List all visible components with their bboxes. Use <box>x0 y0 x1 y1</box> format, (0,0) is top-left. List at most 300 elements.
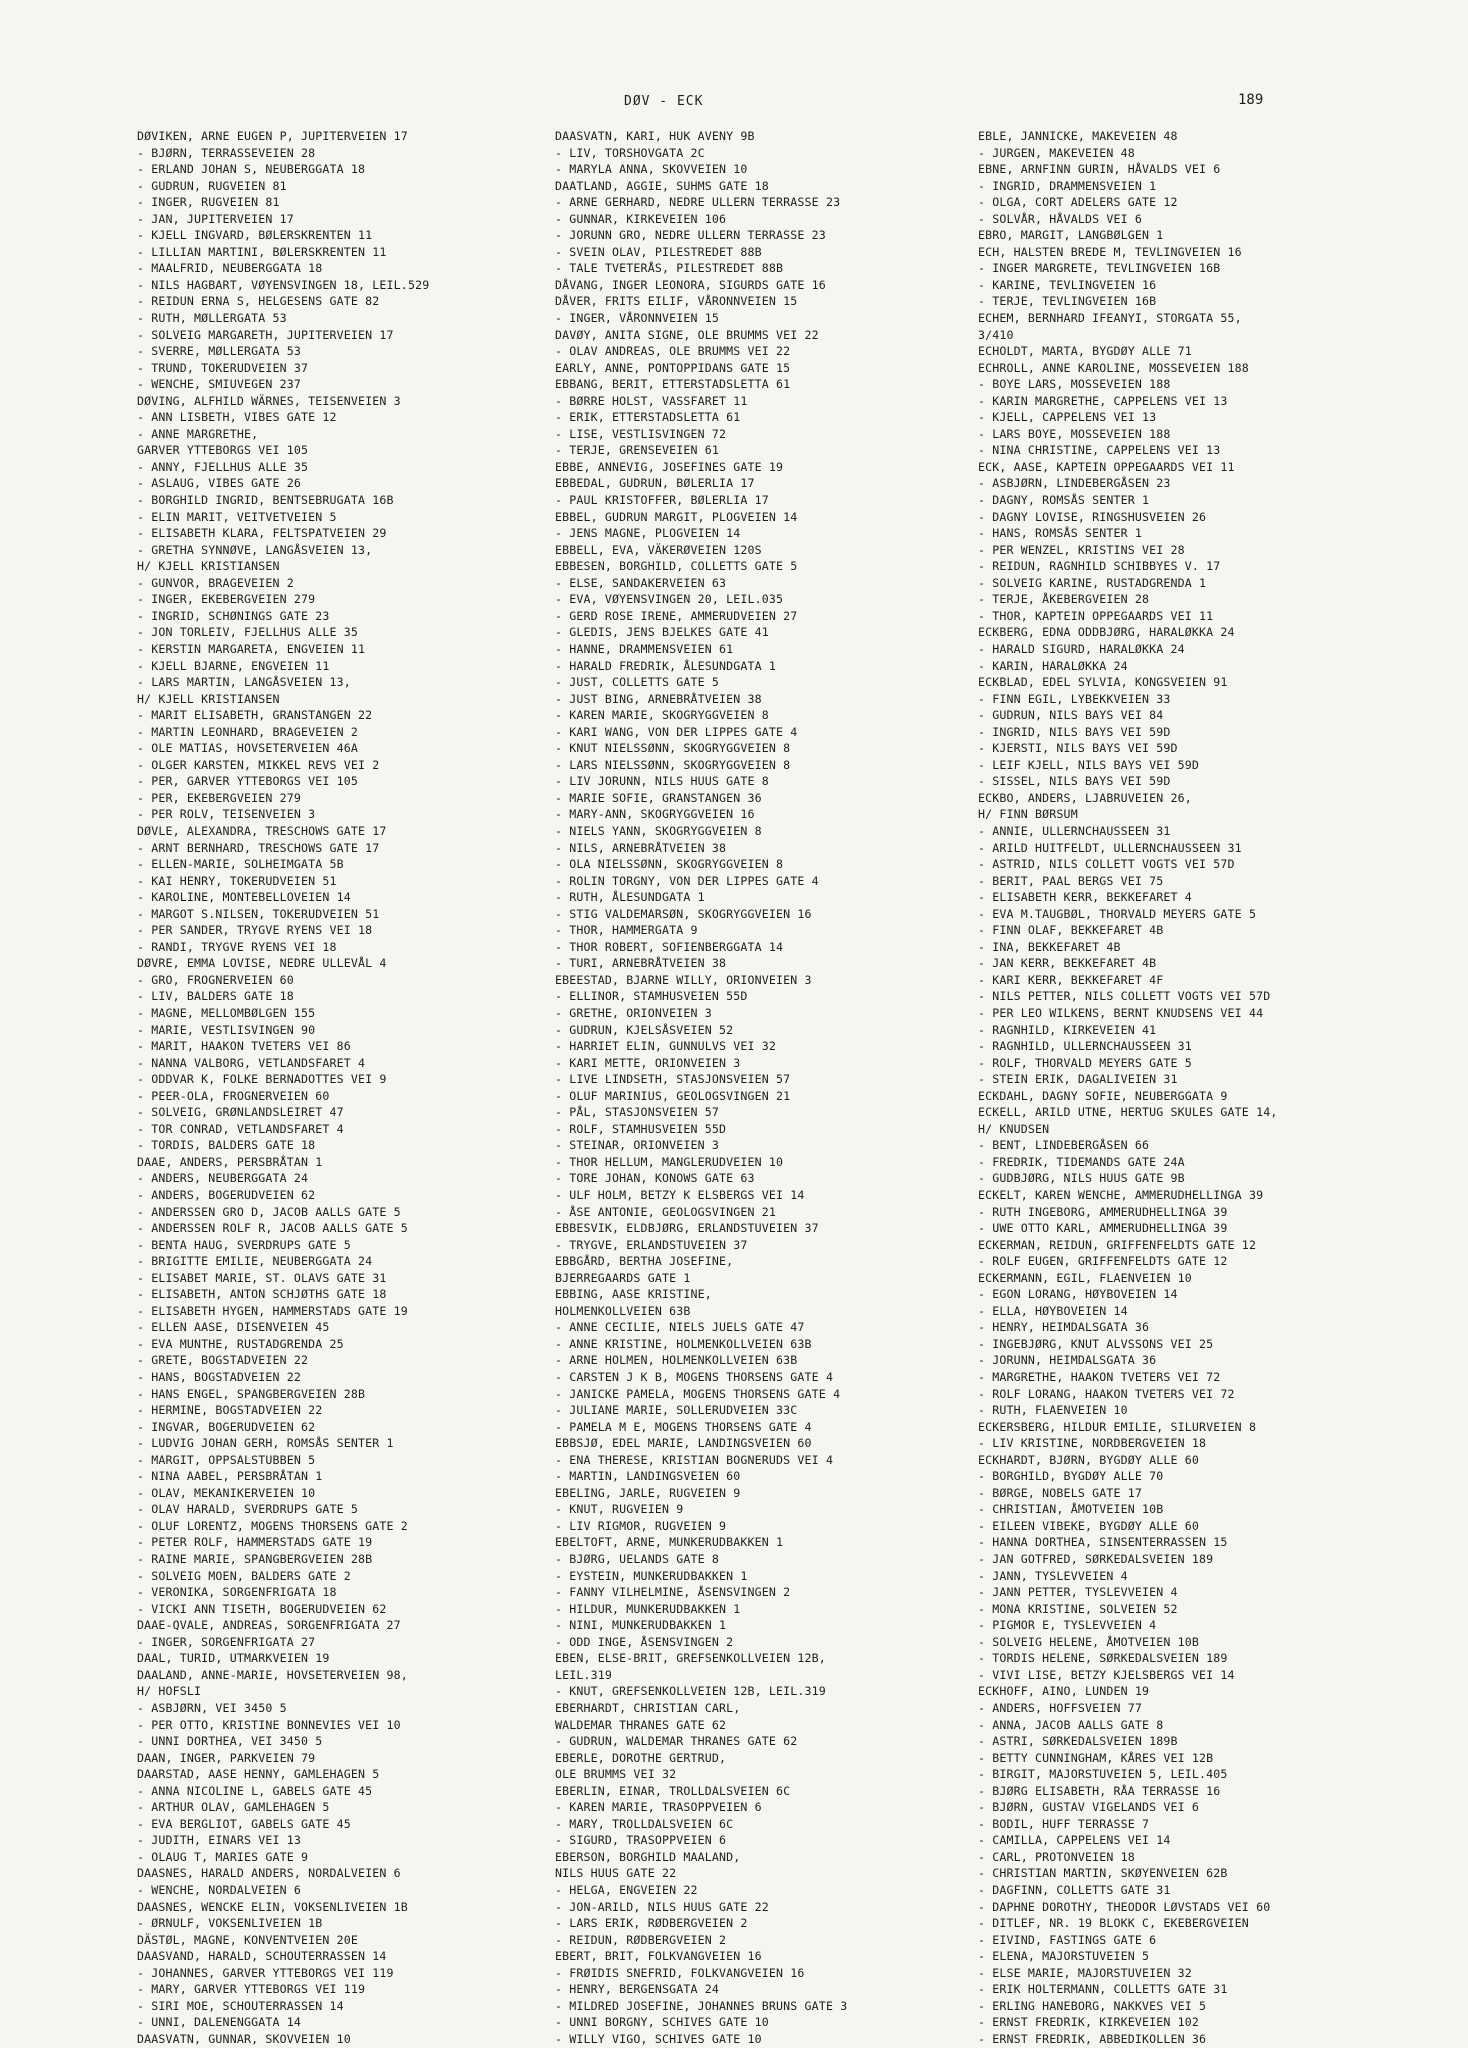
directory-entry: - LIV KRISTINE, NORDBERGVEIEN 18 <box>978 1436 1207 1451</box>
directory-entry: - KARI KERR, BEKKEFARET 4F <box>978 972 1164 987</box>
directory-entry: - PER SANDER, TRYGVE RYENS VEI 18 <box>137 923 373 938</box>
directory-entry: - HARRIET ELIN, GUNNULVS VEI 32 <box>555 1039 777 1054</box>
directory-entry: - BETTY CUNNINGHAM, KÅRES VEI 12B <box>978 1750 1214 1765</box>
directory-entry: - VERONIKA, SORGENFRIGATA 18 <box>137 1585 337 1600</box>
directory-entry: - JORUNN GRO, NEDRE ULLERN TERRASSE 23 <box>555 228 826 243</box>
directory-entry: DAASNES, HARALD ANDERS, NORDALVEIEN 6 <box>137 1866 401 1881</box>
directory-entry: - TRUND, TOKERUDVEIEN 37 <box>137 360 309 375</box>
directory-entry: DAVØY, ANITA SIGNE, OLE BRUMMS VEI 22 <box>555 327 819 342</box>
directory-entry: - HANS ENGEL, SPANGBERGVEIEN 28B <box>137 1386 366 1401</box>
directory-entry: - KJELL, CAPPELENS VEI 13 <box>978 410 1157 425</box>
directory-entry: - LARS BOYE, MOSSEVEIEN 188 <box>978 426 1171 441</box>
directory-entry: - FRØIDIS SNEFRID, FOLKVANGVEIEN 16 <box>555 1965 805 1980</box>
directory-entry: - PER WENZEL, KRISTINS VEI 28 <box>978 542 1185 557</box>
directory-entry: - FANNY VILHELMINE, ÅSENSVINGEN 2 <box>555 1585 791 1600</box>
directory-entry: - THOR, KAPTEIN OPPEGAARDS VEI 11 <box>978 608 1214 623</box>
directory-entry: - INGER, EKEBERGVEIEN 279 <box>137 592 316 607</box>
directory-entry: - BJØRG, UELANDS GATE 8 <box>555 1552 719 1567</box>
directory-entry: - HANS, ROMSÅS SENTER 1 <box>978 526 1142 541</box>
directory-entry: DØVIKEN, ARNE EUGEN P, JUPITERVEIEN 17 <box>137 129 408 143</box>
directory-entry: EBERLE, DOROTHE GERTRUD, <box>555 1750 727 1765</box>
directory-entry: H/ KJELL KRISTIANSEN <box>137 691 280 706</box>
directory-entry: - LIVE LINDSETH, STASJONSVEIEN 57 <box>555 1072 791 1087</box>
directory-entry: - MARY-ANN, SKOGRYGGVEIEN 16 <box>555 807 755 822</box>
directory-entry: DAASVATN, KARI, HUK AVENY 9B <box>555 129 755 143</box>
directory-entry: - ERLING HANEBORG, NAKKVES VEI 5 <box>978 1998 1207 2013</box>
directory-entry: GARVER YTTEBORGS VEI 105 <box>137 443 309 458</box>
directory-entry: - TORDIS HELENE, SØRKEDALSVEIEN 189 <box>978 1651 1228 1666</box>
directory-entry: ECKBLAD, EDEL SYLVIA, KONGSVEIEN 91 <box>978 675 1228 690</box>
directory-entry: LEIL.319 <box>555 1667 613 1682</box>
directory-entry: - SOLVEIG MOEN, BALDERS GATE 2 <box>137 1568 351 1583</box>
directory-entry: - EGON LORANG, HØYBOVEIEN 14 <box>978 1287 1178 1302</box>
directory-entry: - WENCHE, NORDALVEIEN 6 <box>137 1882 301 1897</box>
directory-entry: - LUDVIG JOHAN GERH, ROMSÅS SENTER 1 <box>137 1436 394 1451</box>
directory-entry: - SIGURD, TRASOPPVEIEN 6 <box>555 1833 727 1848</box>
directory-entry: - ANN LISBETH, VIBES GATE 12 <box>137 410 337 425</box>
directory-entry: - DAGFINN, COLLETTS GATE 31 <box>978 1882 1171 1897</box>
directory-entry: - BORGHILD, BYGDØY ALLE 70 <box>978 1469 1164 1484</box>
directory-entry: - HERMINE, BOGSTADVEIEN 22 <box>137 1403 323 1418</box>
directory-entry: - ANDERS, NEUBERGGATA 24 <box>137 1171 309 1186</box>
directory-entry: - RANDI, TRYGVE RYENS VEI 18 <box>137 939 337 954</box>
directory-entry: - THOR ROBERT, SOFIENBERGGATA 14 <box>555 939 784 954</box>
directory-entry: - MAALFRID, NEUBERGGATA 18 <box>137 261 323 276</box>
directory-entry: - ANNE MARGRETHE, <box>137 426 259 441</box>
directory-entry: - RUTH, MØLLERGATA 53 <box>137 311 287 326</box>
directory-entry: - ODDVAR K, FOLKE BERNADOTTES VEI 9 <box>137 1072 387 1087</box>
directory-entry: - OLAUG T, MARIES GATE 9 <box>137 1849 309 1864</box>
directory-entry: - LIV RIGMOR, RUGVEIEN 9 <box>555 1518 727 1533</box>
directory-entry: - ASTRI, SØRKEDALSVEIEN 189B <box>978 1734 1178 1749</box>
directory-entry: - BENT, LINDEBERGÅSEN 66 <box>978 1138 1150 1153</box>
directory-entry: - GRETHE, ORIONVEIEN 3 <box>555 1005 712 1020</box>
directory-entry: - RUTH INGEBORG, AMMERUDHELLINGA 39 <box>978 1204 1228 1219</box>
directory-entry: - TERJE, TEVLINGVEIEN 16B <box>978 294 1157 309</box>
directory-entry: - EVA, VØYENSVINGEN 20, LEIL.035 <box>555 592 784 607</box>
directory-entry: - ODD INGE, ÅSENSVINGEN 2 <box>555 1634 734 1649</box>
directory-entry: - ANNA NICOLINE L, GABELS GATE 45 <box>137 1783 373 1798</box>
directory-entry: DAAL, TURID, UTMARKVEIEN 19 <box>137 1651 330 1666</box>
column-2 <box>555 128 975 2047</box>
directory-entry: - ARNT BERNHARD, TRESCHOWS GATE 17 <box>137 840 380 855</box>
directory-entry: - INGRID, SCHØNINGS GATE 23 <box>137 608 330 623</box>
directory-entry: - BORGHILD INGRID, BENTSEBRUGATA 16B <box>137 493 394 508</box>
directory-entry: - PER OTTO, KRISTINE BONNEVIES VEI 10 <box>137 1717 401 1732</box>
directory-entry: ECK, AASE, KAPTEIN OPPEGAARDS VEI 11 <box>978 459 1235 474</box>
directory-entry: ECKHARDT, BJØRN, BYGDØY ALLE 60 <box>978 1452 1200 1467</box>
directory-entry: - KARIN MARGRETHE, CAPPELENS VEI 13 <box>978 393 1228 408</box>
directory-entry: - GUNNAR, KIRKEVEIEN 106 <box>555 211 727 226</box>
directory-entry: - JENS MAGNE, PLOGVEIEN 14 <box>555 526 741 541</box>
directory-entry: - HELGA, ENGVEIEN 22 <box>555 1882 698 1897</box>
directory-entry: DÅVANG, INGER LEONORA, SIGURDS GATE 16 <box>555 277 826 292</box>
directory-entry: - ÅSE ANTONIE, GEOLOGSVINGEN 21 <box>555 1204 777 1219</box>
directory-entry: - JOHANNES, GARVER YTTEBORGS VEI 119 <box>137 1965 394 1980</box>
directory-entry: ECKELT, KAREN WENCHE, AMMERUDHELLINGA 39 <box>978 1188 1264 1202</box>
directory-entry: - ENA THERESE, KRISTIAN BOGNERUDS VEI 4 <box>555 1452 834 1467</box>
directory-entry: - MAGNE, MELLOMBØLGEN 155 <box>137 1005 316 1020</box>
directory-entry: - MILDRED JOSEFINE, JOHANNES BRUNS GATE 3 <box>555 1998 848 2013</box>
directory-entry: - CHRISTIAN, ÅMOTVEIEN 10B <box>978 1502 1164 1517</box>
directory-entry: - GRO, FROGNERVEIEN 60 <box>137 972 294 987</box>
directory-entry: - ELIN MARIT, VEITVETVEIEN 5 <box>137 509 337 524</box>
directory-entry: H/ KJELL KRISTIANSEN <box>137 559 280 574</box>
directory-entry: - LARS NIELSSØNN, SKOGRYGGVEIEN 8 <box>555 757 791 772</box>
directory-entry: - ROLF, STAMHUSVEIEN 55D <box>555 1121 727 1136</box>
directory-entry: - EIVIND, FASTINGS GATE 6 <box>978 1932 1157 1947</box>
directory-entry: - LIV, TORSHOVGATA 2C <box>555 145 705 160</box>
directory-entry: - THOR HELLUM, MANGLERUDVEIEN 10 <box>555 1154 784 1169</box>
directory-entry: - HILDUR, MUNKERUDBAKKEN 1 <box>555 1601 741 1616</box>
directory-entry: - ASTRID, NILS COLLETT VOGTS VEI 57D <box>978 857 1235 872</box>
directory-entry: EBEN, ELSE-BRIT, GREFSENKOLLVEIEN 12B, <box>555 1651 826 1666</box>
directory-entry: - PAMELA M E, MOGENS THORSENS GATE 4 <box>555 1419 812 1434</box>
directory-entry: - GUDRUN, NILS BAYS VEI 84 <box>978 708 1164 723</box>
directory-entry: - KERSTIN MARGARETA, ENGVEIEN 11 <box>137 641 366 656</box>
directory-entry: - PER ROLV, TEISENVEIEN 3 <box>137 807 316 822</box>
directory-entry: - REIDUN, RAGNHILD SCHIBBYES V. 17 <box>978 559 1221 574</box>
directory-entry: - BJØRN, TERRASSEVEIEN 28 <box>137 145 316 160</box>
directory-entry: ECHEM, BERNHARD IFEANYI, STORGATA 55, <box>978 311 1242 326</box>
directory-entry: - INA, BEKKEFARET 4B <box>978 939 1121 954</box>
directory-entry: - KAREN MARIE, SKOGRYGGVEIEN 8 <box>555 708 769 723</box>
directory-entry: - ERLAND JOHAN S, NEUBERGGATA 18 <box>137 162 366 177</box>
directory-entry: - SOLVÅR, HÅVALDS VEI 6 <box>978 211 1142 226</box>
directory-entry: DAASVAND, HARALD, SCHOUTERRASSEN 14 <box>137 1949 387 1964</box>
directory-entry: ECH, HALSTEN BREDE M, TEVLINGVEIEN 16 <box>978 244 1242 259</box>
directory-entry: - NINA CHRISTINE, CAPPELENS VEI 13 <box>978 443 1221 458</box>
directory-entry: EBELING, JARLE, RUGVEIEN 9 <box>555 1485 741 1500</box>
directory-entry: - DAGNY LOVISE, RINGSHUSVEIEN 26 <box>978 509 1207 524</box>
directory-entry: - ELLEN-MARIE, SOLHEIMGATA 5B <box>137 857 344 872</box>
directory-entry: ECKDAHL, DAGNY SOFIE, NEUBERGGATA 9 <box>978 1088 1228 1103</box>
directory-entry: - ASBJØRN, VEI 3450 5 <box>137 1700 287 1715</box>
directory-entry: - ELISABETH KERR, BEKKEFARET 4 <box>978 890 1192 905</box>
directory-entry: - JON-ARILD, NILS HUUS GATE 22 <box>555 1899 769 1914</box>
directory-entry: EBBELL, EVA, VÄKERØVEIEN 120S <box>555 542 762 557</box>
directory-entry: - KARI METTE, ORIONVEIEN 3 <box>555 1055 741 1070</box>
directory-entry: - RAGNHILD, KIRKEVEIEN 41 <box>978 1022 1157 1037</box>
directory-entry: - LIV, BALDERS GATE 18 <box>137 989 294 1004</box>
directory-entry: - BØRGE, NOBELS GATE 17 <box>978 1485 1142 1500</box>
directory-entry: - THOR, HAMMERGATA 9 <box>555 923 698 938</box>
directory-entry: - ERIK, ETTERSTADSLETTA 61 <box>555 410 741 425</box>
directory-entry: - MARGOT S.NILSEN, TOKERUDVEIEN 51 <box>137 906 380 921</box>
directory-entry: - ROLIN TORGNY, VON DER LIPPES GATE 4 <box>555 873 819 888</box>
directory-entry: - WILLY VIGO, SCHIVES GATE 10 <box>555 2031 762 2046</box>
directory-entry: - SVEIN OLAV, PILESTREDET 88B <box>555 244 762 259</box>
directory-entry: - JANN PETTER, TYSLEVVEIEN 4 <box>978 1585 1178 1600</box>
directory-entry: - INGRID, DRAMMENSVEIEN 1 <box>978 178 1157 193</box>
directory-entry: DÅVER, FRITS EILIF, VÅRONNVEIEN 15 <box>555 294 798 309</box>
directory-entry: - UNNI BORGNY, SCHIVES GATE 10 <box>555 2015 769 2030</box>
directory-entry: - ANNA, JACOB AALLS GATE 8 <box>978 1717 1164 1732</box>
directory-entry: - KNUT, RUGVEIEN 9 <box>555 1502 684 1517</box>
directory-entry: - STEINAR, ORIONVEIEN 3 <box>555 1138 719 1153</box>
directory-entry: - JANN, TYSLEVVEIEN 4 <box>978 1568 1128 1583</box>
directory-entry: - PER LEO WILKENS, BERNT KNUDSENS VEI 44 <box>978 1005 1264 1020</box>
directory-entry: - MARGRETHE, HAAKON TVETERS VEI 72 <box>978 1370 1221 1385</box>
directory-entry: - GUNVOR, BRAGEVEIEN 2 <box>137 575 294 590</box>
directory-entry: - UNNI DORTHEA, VEI 3450 5 <box>137 1734 323 1749</box>
directory-entry: - JUST, COLLETTS GATE 5 <box>555 675 719 690</box>
directory-entry: - INGRID, NILS BAYS VEI 59D <box>978 724 1171 739</box>
directory-entry: - JUST BING, ARNEBRÅTVEIEN 38 <box>555 691 762 706</box>
directory-entry: - CARSTEN J K B, MOGENS THORSENS GATE 4 <box>555 1370 834 1385</box>
directory-entry: - OLGER KARSTEN, MIKKEL REVS VEI 2 <box>137 757 380 772</box>
directory-entry: - OLAV HARALD, SVERDRUPS GATE 5 <box>137 1502 359 1517</box>
directory-entry: - LARS MARTIN, LANGÅSVEIEN 13, <box>137 675 351 690</box>
directory-entry: DAASVATN, GUNNAR, SKOVVEIEN 10 <box>137 2031 351 2046</box>
directory-entry: - BOYE LARS, MOSSEVEIEN 188 <box>978 377 1171 392</box>
directory-entry: H/ FINN BØRSUM <box>978 807 1078 822</box>
directory-entry: - BJØRN, GUSTAV VIGELANDS VEI 6 <box>978 1800 1200 1815</box>
directory-entry: - PIGMOR E, TYSLEVVEIEN 4 <box>978 1618 1157 1633</box>
directory-entry: - JORUNN, HEIMDALSGATA 36 <box>978 1353 1157 1368</box>
directory-entry: - HANNE, DRAMMENSVEIEN 61 <box>555 641 734 656</box>
directory-entry: WALDEMAR THRANES GATE 62 <box>555 1717 727 1732</box>
directory-entry: DAASNES, WENCKE ELIN, VOKSENLIVEIEN 1B <box>137 1899 408 1914</box>
directory-entry: EBBANG, BERIT, ETTERSTADSLETTA 61 <box>555 377 791 392</box>
directory-entry: - OLAV, MEKANIKERVEIEN 10 <box>137 1485 316 1500</box>
directory-entry: EBBSJØ, EDEL MARIE, LANDINGSVEIEN 60 <box>555 1436 812 1451</box>
directory-entry: - CARL, PROTONVEIEN 18 <box>978 1849 1135 1864</box>
directory-entry: - TOR CONRAD, VETLANDSFARET 4 <box>137 1121 344 1136</box>
directory-entry: - JUDITH, EINARS VEI 13 <box>137 1833 301 1848</box>
directory-entry: - INGER, SORGENFRIGATA 27 <box>137 1634 316 1649</box>
directory-entry: - TORDIS, BALDERS GATE 18 <box>137 1138 316 1153</box>
directory-entry: - BRIGITTE EMILIE, NEUBERGGATA 24 <box>137 1254 373 1269</box>
directory-entry: - SIRI MOE, SCHOUTERRASSEN 14 <box>137 1998 344 2013</box>
directory-entry: - JON TORLEIV, FJELLHUS ALLE 35 <box>137 625 359 640</box>
directory-entry: - MONA KRISTINE, SOLVEIEN 52 <box>978 1601 1178 1616</box>
directory-entry: - ROLF, THORVALD MEYERS GATE 5 <box>978 1055 1192 1070</box>
directory-entry: - JAN KERR, BEKKEFARET 4B <box>978 956 1157 971</box>
directory-entry: - ELSE, SANDAKERVEIEN 63 <box>555 575 727 590</box>
directory-entry: DAAE-QVALE, ANDREAS, SORGENFRIGATA 27 <box>137 1618 401 1633</box>
directory-entry: - OLE MATIAS, HOVSETERVEIEN 46A <box>137 741 359 756</box>
directory-entry: EBERT, BRIT, FOLKVANGVEIEN 16 <box>555 1949 762 1964</box>
directory-entry: - MARYLA ANNA, SKOVVEIEN 10 <box>555 162 748 177</box>
directory-entry: - KAROLINE, MONTEBELLOVEIEN 14 <box>137 890 351 905</box>
directory-entry: - LISE, VESTLISVINGEN 72 <box>555 426 727 441</box>
directory-entry: - ELISABETH, ANTON SCHJØTHS GATE 18 <box>137 1287 387 1302</box>
directory-entry: - KAREN MARIE, TRASOPPVEIEN 6 <box>555 1800 762 1815</box>
directory-entry: OLE BRUMMS VEI 32 <box>555 1767 677 1782</box>
directory-entry: - SOLVEIG KARINE, RUSTADGRENDA 1 <box>978 575 1207 590</box>
directory-entry: - DAPHNE DOROTHY, THEODOR LØVSTADS VEI 60 <box>978 1899 1271 1914</box>
directory-entry: - INGER, RUGVEIEN 81 <box>137 195 280 210</box>
directory-entry: H/ KNUDSEN <box>978 1121 1050 1136</box>
directory-entry: - DITLEF, NR. 19 BLOKK C, EKEBERGVEIEN <box>978 1916 1249 1931</box>
directory-entry: - NINA AABEL, PERSBRÅTAN 1 <box>137 1469 323 1484</box>
directory-entry: EBBESEN, BORGHILD, COLLETTS GATE 5 <box>555 559 798 574</box>
directory-entry: DØVING, ALFHILD WÄRNES, TEISENVEIEN 3 <box>137 393 401 408</box>
directory-entry: DAALAND, ANNE-MARIE, HOVSETERVEIEN 98, <box>137 1667 408 1682</box>
directory-entry: - MARTIN LEONHARD, BRAGEVEIEN 2 <box>137 724 359 739</box>
directory-entry: - BJØRG ELISABETH, RÅA TERRASSE 16 <box>978 1783 1221 1798</box>
directory-entry: EBERLIN, EINAR, TROLLDALSVEIEN 6C <box>555 1783 791 1798</box>
directory-entry: - NILS PETTER, NILS COLLETT VOGTS VEI 57D <box>978 989 1271 1004</box>
directory-entry: ECKELL, ARILD UTNE, HERTUG SKULES GATE 14, <box>978 1105 1278 1120</box>
directory-entry: - KNUT NIELSSØNN, SKOGRYGGVEIEN 8 <box>555 741 791 756</box>
directory-entry: - ELLEN AASE, DISENVEIEN 45 <box>137 1320 330 1335</box>
directory-entry: - ANNE CECILIE, NIELS JUELS GATE 47 <box>555 1320 805 1335</box>
directory-entry: 3/410 <box>978 327 1014 342</box>
directory-entry: DAAN, INGER, PARKVEIEN 79 <box>137 1750 316 1765</box>
directory-entry: - ANNE KRISTINE, HOLMENKOLLVEIEN 63B <box>555 1336 812 1351</box>
directory-entry: - PER, EKEBERGVEIEN 279 <box>137 790 301 805</box>
directory-entry: - MARY, TROLLDALSVEIEN 6C <box>555 1816 734 1831</box>
directory-entry: - GLEDIS, JENS BJELKES GATE 41 <box>555 625 769 640</box>
directory-entry: - ARILD HUITFELDT, ULLERNCHAUSSEEN 31 <box>978 840 1242 855</box>
directory-entry: - MARIE, VESTLISVINGEN 90 <box>137 1022 316 1037</box>
directory-entry: - NIELS YANN, SKOGRYGGVEIEN 8 <box>555 823 762 838</box>
directory-entry: - NILS HAGBART, VØYENSVINGEN 18, LEIL.529 <box>137 277 430 292</box>
directory-entry: - PÅL, STASJONSVEIEN 57 <box>555 1105 719 1120</box>
directory-entry: - SOLVEIG, GRØNLANDSLEIRET 47 <box>137 1105 344 1120</box>
directory-entry: - ROLF LORANG, HAAKON TVETERS VEI 72 <box>978 1386 1235 1401</box>
directory-entry: - MARIE SOFIE, GRANSTANGEN 36 <box>555 790 762 805</box>
directory-entry: - GERD ROSE IRENE, AMMERUDVEIEN 27 <box>555 608 798 623</box>
directory-entry: - LEIF KJELL, NILS BAYS VEI 59D <box>978 757 1200 772</box>
directory-entry: ECKBO, ANDERS, LJABRUVEIEN 26, <box>978 790 1192 805</box>
directory-entry: - INGER MARGRETE, TEVLINGVEIEN 16B <box>978 261 1221 276</box>
directory-entry: - REIDUN, RØDBERGVEIEN 2 <box>555 1932 727 1947</box>
directory-entry: - HANS, BOGSTADVEIEN 22 <box>137 1370 301 1385</box>
directory-entry: - ELSE MARIE, MAJORSTUVEIEN 32 <box>978 1965 1192 1980</box>
directory-entry: - INGEBJØRG, KNUT ALVSSONS VEI 25 <box>978 1336 1214 1351</box>
directory-entry: - NANNA VALBORG, VETLANDSFARET 4 <box>137 1055 366 1070</box>
directory-entry: EBNE, ARNFINN GURIN, HÅVALDS VEI 6 <box>978 162 1221 177</box>
directory-entry: - ASLAUG, VIBES GATE 26 <box>137 476 301 491</box>
directory-entry: DØVRE, EMMA LOVISE, NEDRE ULLEVÅL 4 <box>137 956 387 971</box>
directory-entry: - FINN OLAF, BEKKEFARET 4B <box>978 923 1164 938</box>
directory-entry: - UNNI, DALENENGGATA 14 <box>137 2015 301 2030</box>
directory-entry: - TRYGVE, ERLANDSTUVEIEN 37 <box>555 1237 748 1252</box>
directory-entry: HOLMENKOLLVEIEN 63B <box>555 1303 691 1318</box>
directory-entry: - INGVAR, BOGERUDVEIEN 62 <box>137 1419 316 1434</box>
directory-entry: - SVERRE, MØLLERGATA 53 <box>137 344 301 359</box>
directory-entry: - KARIN, HARALØKKA 24 <box>978 658 1128 673</box>
directory-entry: - OLA NIELSSØNN, SKOGRYGGVEIEN 8 <box>555 857 784 872</box>
directory-entry: - RAINE MARIE, SPANGBERGVEIEN 28B <box>137 1552 373 1567</box>
directory-entry: - VIVI LISE, BETZY KJELSBERGS VEI 14 <box>978 1667 1235 1682</box>
directory-entry: - LILLIAN MARTINI, BØLERSKRENTEN 11 <box>137 244 387 259</box>
directory-entry: - UWE OTTO KARL, AMMERUDHELLINGA 39 <box>978 1221 1228 1236</box>
directory-entry: BJERREGAARDS GATE 1 <box>555 1270 691 1285</box>
directory-entry: - ELISABETH KLARA, FELTSPATVEIEN 29 <box>137 526 387 541</box>
directory-entry: - GRETHA SYNNØVE, LANGÅSVEIEN 13, <box>137 542 373 557</box>
directory-entry: - RAGNHILD, ULLERNCHAUSSEEN 31 <box>978 1039 1192 1054</box>
directory-entry: - MARY, GARVER YTTEBORGS VEI 119 <box>137 1982 366 1997</box>
directory-entry: - TORE JOHAN, KONOWS GATE 63 <box>555 1171 755 1186</box>
directory-entry: - SOLVEIG MARGARETH, JUPITERVEIEN 17 <box>137 327 394 342</box>
directory-entry: - ARNE HOLMEN, HOLMENKOLLVEIEN 63B <box>555 1353 798 1368</box>
directory-entry: ECKERMAN, REIDUN, GRIFFENFELDTS GATE 12 <box>978 1237 1257 1252</box>
directory-entry: - ØRNULF, VOKSENLIVEIEN 1B <box>137 1916 323 1931</box>
directory-entry: EBERHARDT, CHRISTIAN CARL, <box>555 1700 741 1715</box>
column-1 <box>137 128 557 2047</box>
directory-entry: - BODIL, HUFF TERRASSE 7 <box>978 1816 1150 1831</box>
directory-entry: - OLGA, CORT ADELERS GATE 12 <box>978 195 1178 210</box>
directory-entry: - STIG VALDEMARSØN, SKOGRYGGVEIEN 16 <box>555 906 812 921</box>
column-3 <box>978 128 1398 2047</box>
directory-entry: ECKERMANN, EGIL, FLAENVEIEN 10 <box>978 1270 1192 1285</box>
directory-entry: DÄSTØL, MAGNE, KONVENTVEIEN 20E <box>137 1932 359 1947</box>
directory-entry: - KARINE, TEVLINGVEIEN 16 <box>978 277 1157 292</box>
directory-entry: EBBING, AASE KRISTINE, <box>555 1287 712 1302</box>
directory-entry: - OLUF LORENTZ, MOGENS THORSENS GATE 2 <box>137 1518 408 1533</box>
directory-entry: - ELISABET MARIE, ST. OLAVS GATE 31 <box>137 1270 387 1285</box>
directory-entry: - BØRRE HOLST, VASSFARET 11 <box>555 393 748 408</box>
directory-entry: - JURGEN, MAKEVEIEN 48 <box>978 145 1135 160</box>
directory-entry: ECHOLDT, MARTA, BYGDØY ALLE 71 <box>978 344 1192 359</box>
directory-entry: ECKERSBERG, HILDUR EMILIE, SILURVEIEN 8 <box>978 1419 1257 1434</box>
directory-entry: - ELLA, HØYBOVEIEN 14 <box>978 1303 1128 1318</box>
directory-entry: - EYSTEIN, MUNKERUDBAKKEN 1 <box>555 1568 748 1583</box>
directory-entry: - ULF HOLM, BETZY K ELSBERGS VEI 14 <box>555 1188 805 1202</box>
directory-entry: - INGER, VÅRONNVEIEN 15 <box>555 311 719 326</box>
directory-entry: EBRO, MARGIT, LANGBØLGEN 1 <box>978 228 1164 243</box>
directory-entry: - HENRY, HEIMDALSGATA 36 <box>978 1320 1150 1335</box>
directory-entry: EBBGÅRD, BERTHA JOSEFINE, <box>555 1254 734 1269</box>
directory-entry: EBBEL, GUDRUN MARGIT, PLOGVEIEN 14 <box>555 509 798 524</box>
directory-entry: - MARIT, HAAKON TVETERS VEI 86 <box>137 1039 351 1054</box>
directory-entry: ECHROLL, ANNE KAROLINE, MOSSEVEIEN 188 <box>978 360 1249 375</box>
directory-entry: DAAE, ANDERS, PERSBRÅTAN 1 <box>137 1154 323 1169</box>
directory-entry: - KJERSTI, NILS BAYS VEI 59D <box>978 741 1178 756</box>
directory-entry: - SISSEL, NILS BAYS VEI 59D <box>978 774 1171 789</box>
directory-entry: - LIV JORUNN, NILS HUUS GATE 8 <box>555 774 769 789</box>
directory-entry: - ANDERSSEN GRO D, JACOB AALLS GATE 5 <box>137 1204 401 1219</box>
directory-entry: - HANNA DORTHEA, SINSENTERRASSEN 15 <box>978 1535 1228 1550</box>
directory-entry: - ARNE GERHARD, NEDRE ULLERN TERRASSE 23 <box>555 195 841 210</box>
directory-entry: - KARI WANG, VON DER LIPPES GATE 4 <box>555 724 798 739</box>
directory-entry: - BENTA HAUG, SVERDRUPS GATE 5 <box>137 1237 351 1252</box>
directory-entry: H/ HOFSLI <box>137 1684 202 1699</box>
directory-entry: - KJELL INGVARD, BØLERSKRENTEN 11 <box>137 228 373 243</box>
directory-entry: - TALE TVETERÅS, PILESTREDET 88B <box>555 261 784 276</box>
directory-entry: - ASBJØRN, LINDEBERGÅSEN 23 <box>978 476 1171 491</box>
directory-entry: - ANDERS, BOGERUDVEIEN 62 <box>137 1188 316 1202</box>
directory-entry: - GUDRUN, RUGVEIEN 81 <box>137 178 287 193</box>
directory-entry: - ANNY, FJELLHUS ALLE 35 <box>137 459 309 474</box>
directory-entry: - HARALD SIGURD, HARALØKKA 24 <box>978 641 1185 656</box>
directory-entry: - ROLF EUGEN, GRIFFENFELDTS GATE 12 <box>978 1254 1228 1269</box>
directory-entry: DAARSTAD, AASE HENNY, GAMLEHAGEN 5 <box>137 1767 380 1782</box>
directory-entry: - RUTH, FLAENVEIEN 10 <box>978 1403 1128 1418</box>
directory-entry: - FREDRIK, TIDEMANDS GATE 24A <box>978 1154 1185 1169</box>
directory-entry: ECKHOFF, AINO, LUNDEN 19 <box>978 1684 1150 1699</box>
directory-entry: - OLAV ANDREAS, OLE BRUMMS VEI 22 <box>555 344 791 359</box>
directory-entry: - GUDRUN, KJELSÅSVEIEN 52 <box>555 1022 734 1037</box>
directory-entry: - ARTHUR OLAV, GAMLEHAGEN 5 <box>137 1800 330 1815</box>
directory-entry: EBERSON, BORGHILD MAALAND, <box>555 1849 741 1864</box>
directory-entry: - ANDERSSEN ROLF R, JACOB AALLS GATE 5 <box>137 1221 408 1236</box>
directory-entry: - NILS, ARNEBRÅTVEIEN 38 <box>555 840 727 855</box>
page-number: 189 <box>1238 92 1264 108</box>
directory-entry: - PER, GARVER YTTEBORGS VEI 105 <box>137 774 359 789</box>
directory-entry: - JAN, JUPITERVEIEN 17 <box>137 211 294 226</box>
directory-entry: EBBESVIK, ELDBJØRG, ERLANDSTUVEIEN 37 <box>555 1221 819 1236</box>
directory-entry: - TURI, ARNEBRÅTVEIEN 38 <box>555 956 727 971</box>
directory-entry: - GRETE, BOGSTADVEIEN 22 <box>137 1353 309 1368</box>
directory-entry: - JAN GOTFRED, SØRKEDALSVEIEN 189 <box>978 1552 1214 1567</box>
directory-entry: - BIRGIT, MAJORSTUVEIEN 5, LEIL.405 <box>978 1767 1228 1782</box>
directory-entry: - GUDBJØRG, NILS HUUS GATE 9B <box>978 1171 1185 1186</box>
